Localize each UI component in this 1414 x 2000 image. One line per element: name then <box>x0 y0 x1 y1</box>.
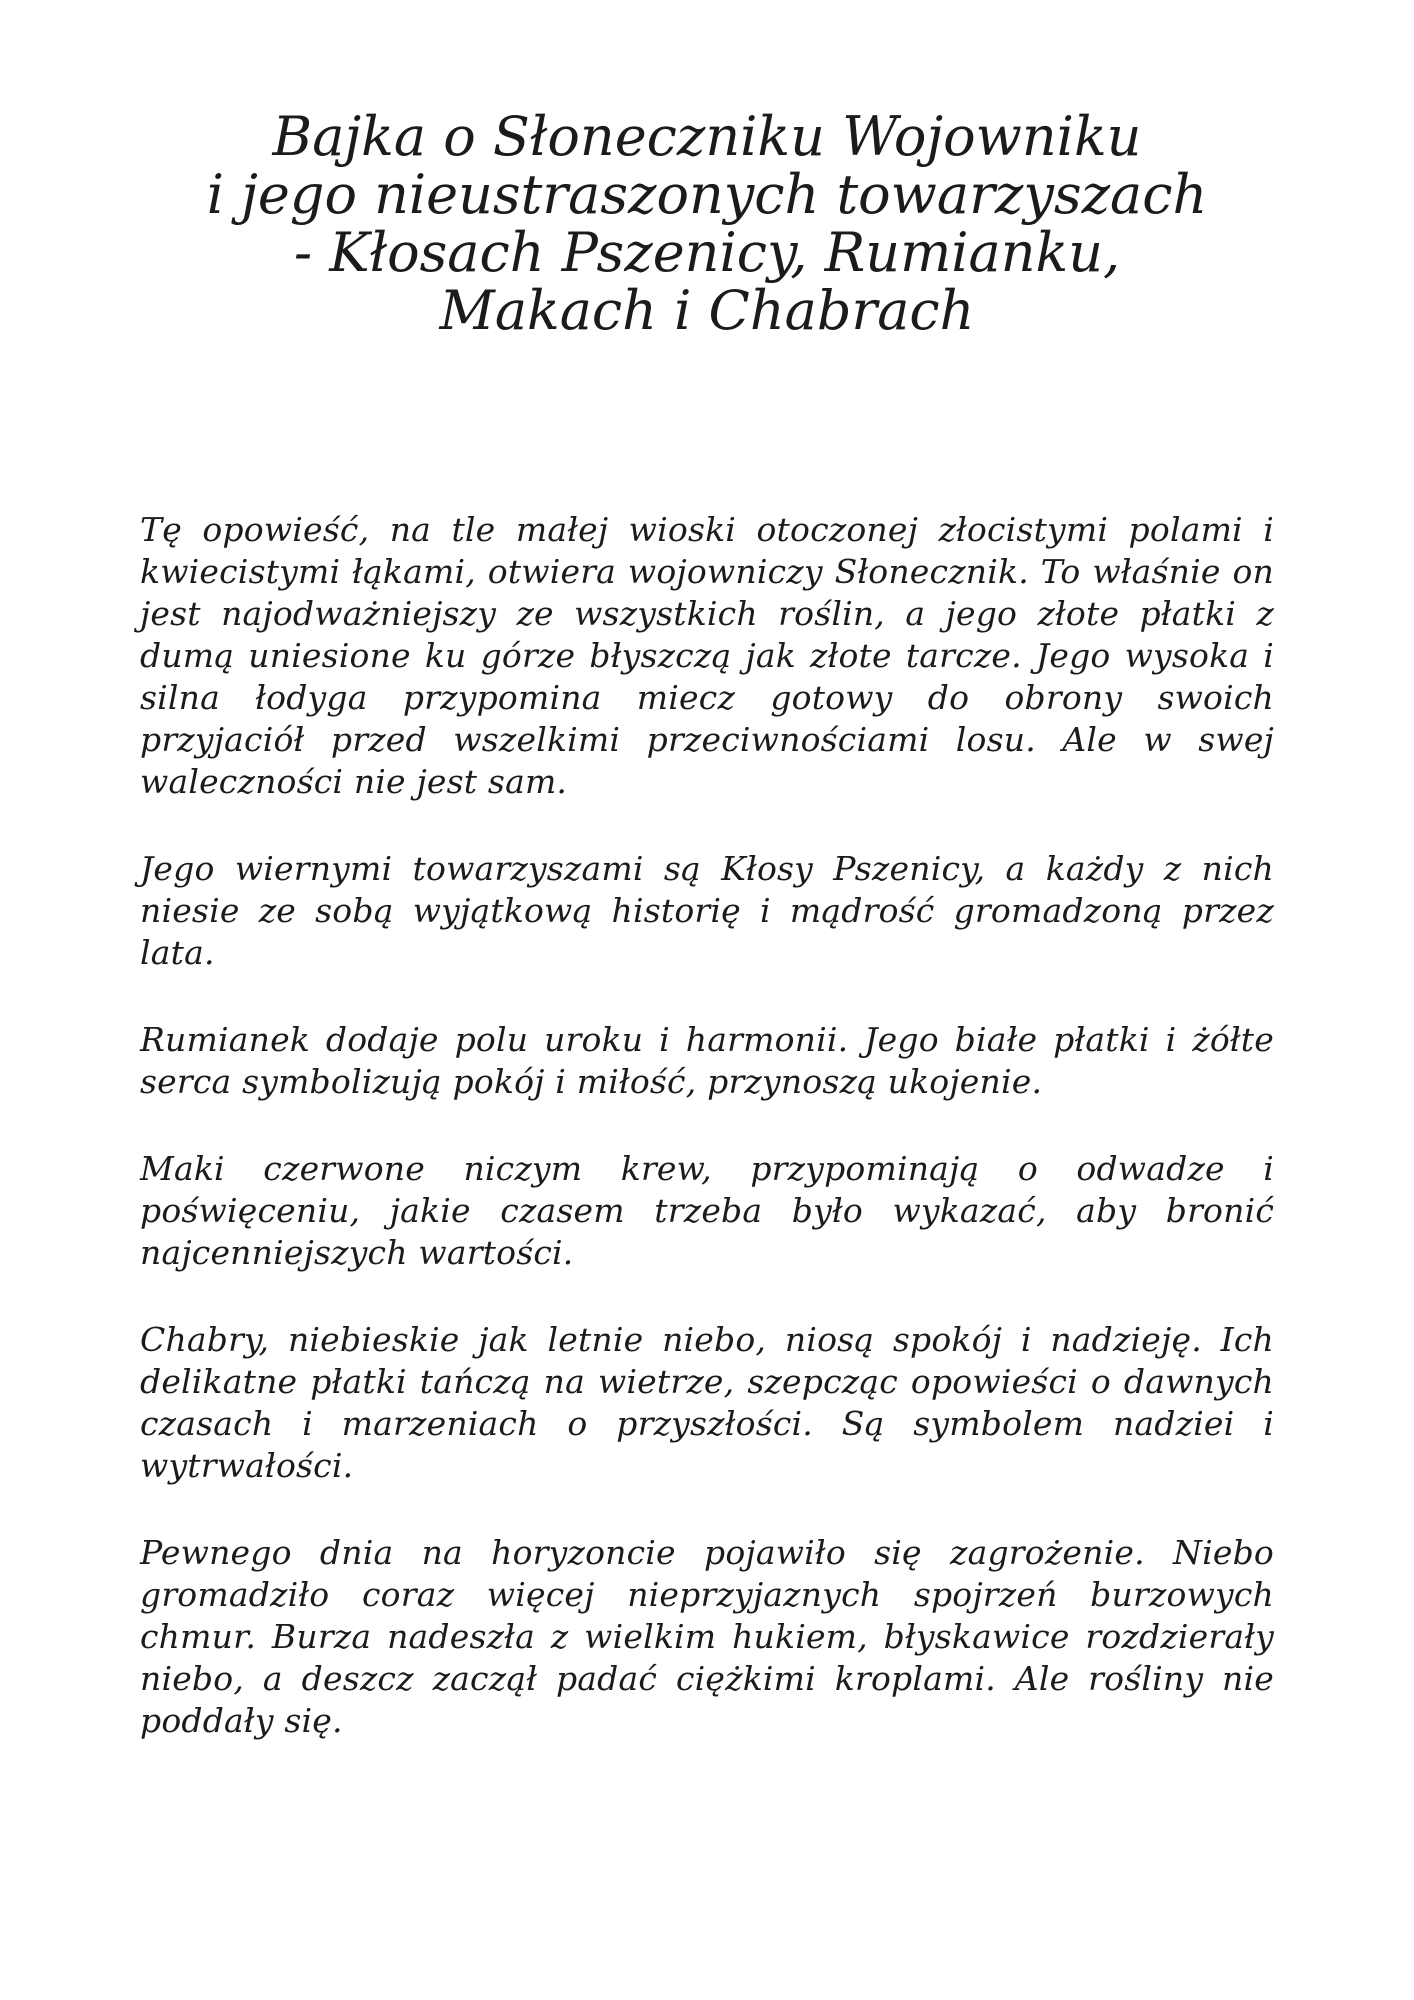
story-body <box>140 509 1274 1742</box>
paragraph-storm: Pewnego dnia na horyzoncie pojawiło się zagrożenie. Niebo gromadziło coraz więcej nieprzyjaznych spojrzeń burzowych chmur. Burza nadeszła z wielkim hukiem, błyskawice rozdzierały niebo, a deszcz zaczął padać ciężkimi kroplami. Ale rośliny nie poddały się. <box>140 1533 1274 1740</box>
paragraph-cornflowers: Chabry, niebieskie jak letnie niebo, niosą spokój i nadzieję. Ich delikatne płatki tańczą na wietrze, szepcząc opowieści o dawnych czasach i marzeniach o przyszłości. Są symbolem nadziei i wytrwałości. <box>140 1320 1274 1485</box>
paragraph-intro-sunflower: Tę opowieść, na tle małej wioski otoczonej złocistymi polami i kwiecistymi łąkami, otwiera wojowniczy Słonecznik. To właśnie on jest najodważniejszy ze wszystkich roślin, a jego złote płatki z dumą uniesione ku górze błyszczą jak złote tarcze. Jego wysoka i silna łodyga przypomina miecz gotowy do obrony swoich przyjaciół przed wszelkimi przeciwnościami losu. Ale w swej waleczności nie jest sam. <box>140 510 1274 801</box>
paragraph-poppies: Maki czerwone niczym krew, przypominają o odwadze i poświęceniu, jakie czasem trzeba było wykazać, aby bronić najcenniejszych wartości. <box>140 1149 1274 1272</box>
title-line-4: Makach i Chabrach <box>439 279 975 342</box>
title-line-1: Bajka o Słoneczniku Wojowniku <box>272 105 1142 168</box>
title-line-3: - Kłosach Pszenicy, Rumianku, <box>293 221 1121 284</box>
paragraph-chamomile: Rumianek dodaje polu uroku i harmonii. Jego białe płatki i żółte serca symbolizują pokój i miłość, przynoszą ukojenie. <box>140 1020 1274 1101</box>
title-line-2: i jego nieustraszonych towarzyszach <box>206 163 1208 226</box>
story-title <box>140 105 1274 342</box>
paragraph-wheat-ears: Jego wiernymi towarzyszami są Kłosy Pszenicy, a każdy z nich niesie ze sobą wyjątkową historię i mądrość gromadzoną przez lata. <box>140 849 1274 972</box>
